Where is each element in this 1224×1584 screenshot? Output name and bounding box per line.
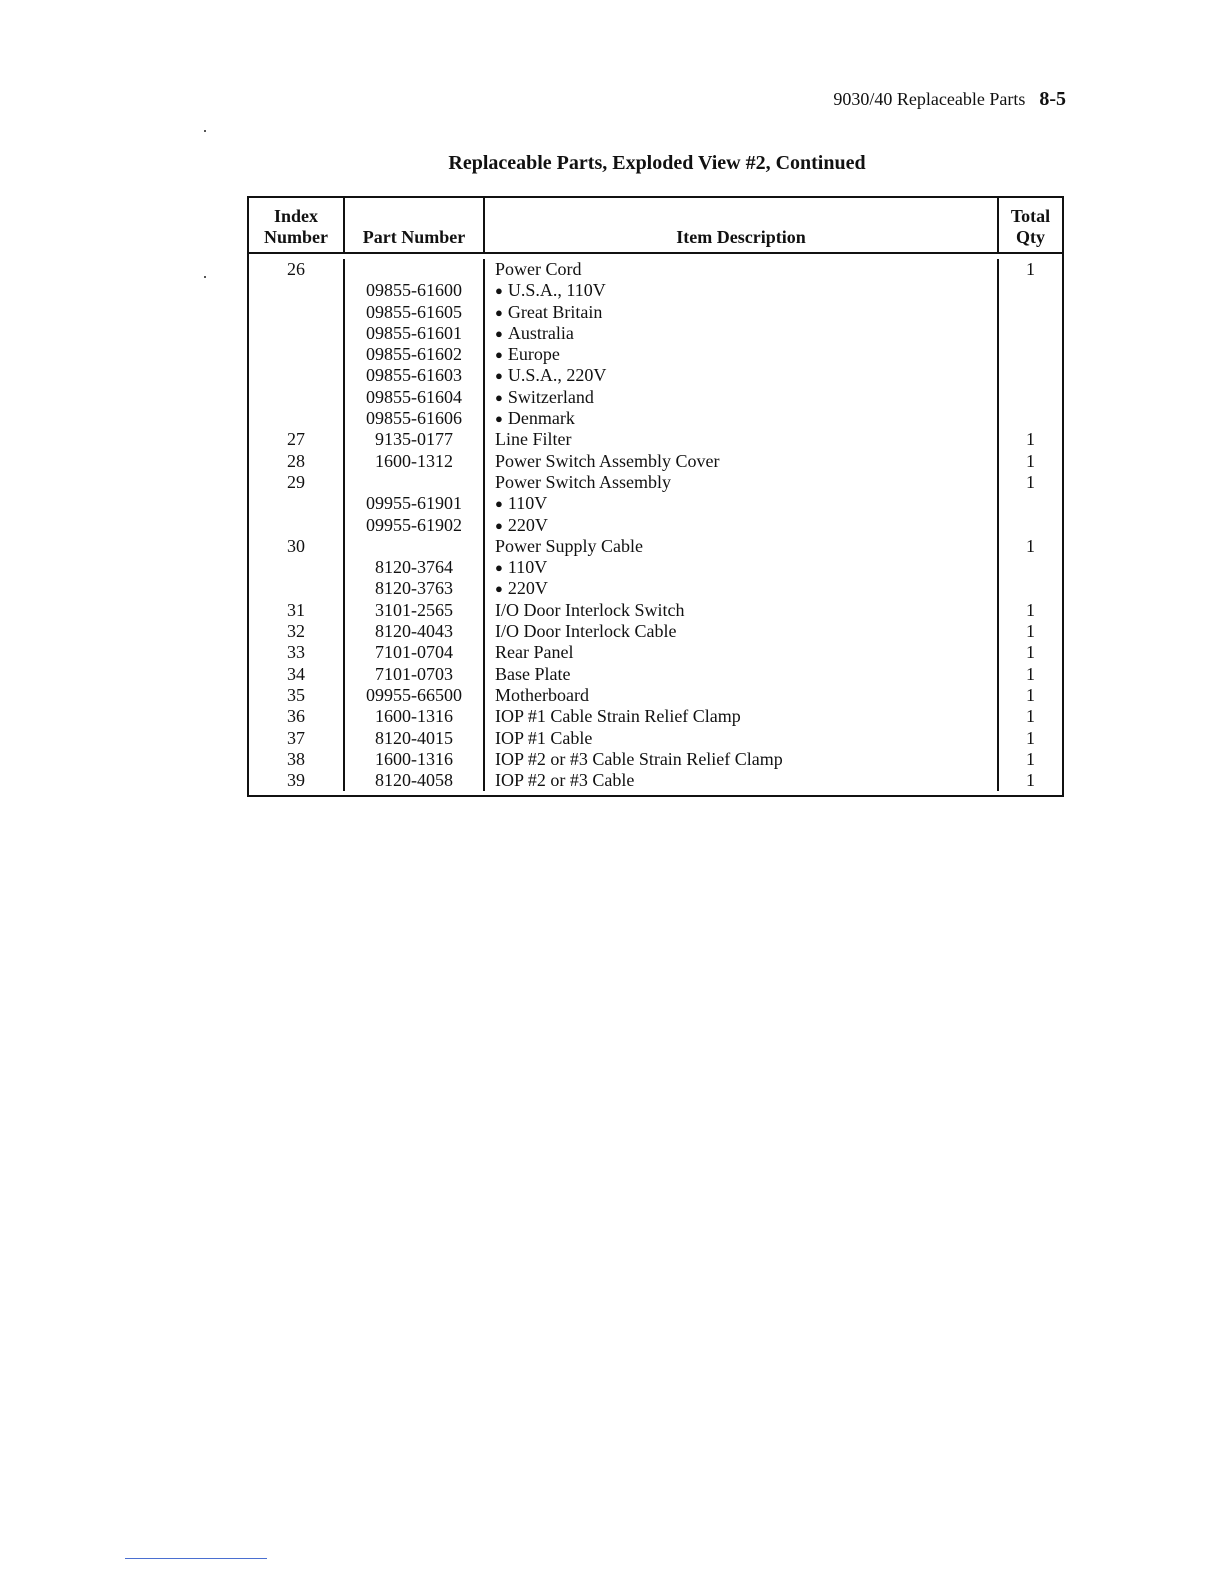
index-cell: 39 xyxy=(287,770,305,791)
description-cell xyxy=(485,365,997,386)
index-cell: 33 xyxy=(287,642,305,663)
part-number-cell: 09855-61603 xyxy=(366,365,462,386)
part-number-cell: 7101-0703 xyxy=(375,663,453,684)
qty-cell: 1 xyxy=(1026,684,1035,705)
index-cell xyxy=(249,344,343,365)
part-number-cell: 1600-1316 xyxy=(375,706,453,727)
qty-cell: 1 xyxy=(1026,535,1035,556)
index-cell: 37 xyxy=(287,727,305,748)
description-cell xyxy=(485,408,997,429)
index-cell xyxy=(249,323,343,344)
description-cell: IOP #1 Cable xyxy=(495,727,593,748)
qty-cell xyxy=(999,280,1062,301)
table-body xyxy=(249,254,1062,795)
part-number-cell: 9135-0177 xyxy=(375,429,453,450)
index-cell xyxy=(249,408,343,429)
bulleted-description: ● 110V xyxy=(495,493,547,513)
index-cell xyxy=(249,365,343,386)
qty-cell: 1 xyxy=(1026,621,1035,642)
bulleted-description: ● U.S.A., 220V xyxy=(495,365,606,385)
bulleted-description: ● Europe xyxy=(495,344,560,364)
scan-speck xyxy=(204,130,206,132)
part-number-cell: 09955-61902 xyxy=(366,514,462,535)
part-number-cell: 3101-2565 xyxy=(375,599,453,620)
part-number-cell: 8120-3763 xyxy=(375,578,453,599)
part-number-cell: 09955-66500 xyxy=(366,684,462,705)
description-cell xyxy=(485,387,997,408)
description-cell: Power Switch Assembly Cover xyxy=(495,450,720,471)
index-cell: 36 xyxy=(287,706,305,727)
qty-cell: 1 xyxy=(1026,706,1035,727)
qty-cell: 1 xyxy=(1026,429,1035,450)
description-cell: IOP #1 Cable Strain Relief Clamp xyxy=(495,706,741,727)
index-cell: 35 xyxy=(287,684,305,705)
description-cell: Motherboard xyxy=(495,684,589,705)
index-cell: 32 xyxy=(287,621,305,642)
part-number-cell: 8120-4043 xyxy=(375,621,453,642)
part-number-cell: 1600-1316 xyxy=(375,748,453,769)
bulleted-description: ● 220V xyxy=(495,515,548,535)
qty-cell xyxy=(999,578,1062,599)
qty-cell: 1 xyxy=(1026,770,1035,791)
column-header-part: Part Number xyxy=(345,198,485,252)
index-cell: 34 xyxy=(287,663,305,684)
column-header-index xyxy=(249,198,345,252)
page-number: 8-5 xyxy=(1039,88,1066,110)
qty-cell xyxy=(999,557,1062,578)
index-cell xyxy=(249,493,343,514)
qty-cell: 1 xyxy=(1026,259,1035,279)
footer-rule xyxy=(125,1558,267,1559)
index-cell xyxy=(249,578,343,599)
part-number-cell: 09855-61602 xyxy=(366,344,462,365)
qty-column xyxy=(999,259,1062,791)
index-cell: 28 xyxy=(287,450,305,471)
description-cell xyxy=(485,302,997,323)
part-number-cell xyxy=(345,536,483,557)
qty-cell xyxy=(999,387,1062,408)
scan-speck xyxy=(204,276,206,278)
index-cell: 29 xyxy=(287,471,305,492)
column-header-qty xyxy=(999,198,1062,252)
part-number-cell: 09855-61600 xyxy=(366,280,462,301)
qty-cell xyxy=(999,302,1062,323)
qty-cell: 1 xyxy=(1026,727,1035,748)
description-cell: Rear Panel xyxy=(495,642,574,663)
part-number-cell: 8120-4015 xyxy=(375,727,453,748)
index-cell: 38 xyxy=(287,748,305,769)
index-cell: 31 xyxy=(287,599,305,620)
description-cell xyxy=(485,344,997,365)
qty-cell: 1 xyxy=(1026,450,1035,471)
parts-table xyxy=(247,196,1064,797)
index-cell: 26 xyxy=(287,259,305,279)
bulleted-description: ● Switzerland xyxy=(495,387,594,407)
part-number-cell: 8120-4058 xyxy=(375,770,453,791)
description-cell: I/O Door Interlock Switch xyxy=(495,599,685,620)
bulleted-description: ● 110V xyxy=(495,557,547,577)
description-cell: Power Supply Cable xyxy=(495,535,643,556)
column-header-qty-line1: Total xyxy=(1010,206,1051,226)
index-cell xyxy=(249,302,343,323)
index-column xyxy=(249,259,345,791)
part-number-cell: 09855-61605 xyxy=(366,301,462,322)
description-column xyxy=(485,259,999,791)
column-header-qty-line2: Qty xyxy=(1015,227,1045,247)
part-number-cell: 09855-61601 xyxy=(366,322,462,343)
part-number-column xyxy=(345,259,485,791)
qty-cell: 1 xyxy=(1026,642,1035,663)
description-cell xyxy=(485,557,997,578)
qty-cell: 1 xyxy=(1026,599,1035,620)
qty-cell: 1 xyxy=(1026,748,1035,769)
index-cell xyxy=(249,515,343,536)
index-cell xyxy=(249,557,343,578)
description-cell xyxy=(485,323,997,344)
bulleted-description: ● Great Britain xyxy=(495,302,602,322)
description-cell: IOP #2 or #3 Cable xyxy=(495,770,635,791)
column-header-index-line1: Index xyxy=(273,206,318,226)
description-cell xyxy=(485,493,997,514)
bulleted-description: ● 220V xyxy=(495,578,548,598)
running-title: 9030/40 Replaceable Parts xyxy=(833,89,1026,109)
index-cell: 30 xyxy=(287,535,305,556)
qty-cell: 1 xyxy=(1026,471,1035,492)
table-header-row xyxy=(249,198,1062,254)
part-number-cell: 8120-3764 xyxy=(375,557,453,578)
qty-cell xyxy=(999,408,1062,429)
description-cell: I/O Door Interlock Cable xyxy=(495,621,677,642)
index-cell xyxy=(249,280,343,301)
index-cell: 27 xyxy=(287,429,305,450)
qty-cell xyxy=(999,365,1062,386)
description-cell: IOP #2 or #3 Cable Strain Relief Clamp xyxy=(495,748,783,769)
part-number-cell: 09855-61606 xyxy=(366,408,462,429)
description-cell xyxy=(485,515,997,536)
qty-cell xyxy=(999,493,1062,514)
part-number-cell: 7101-0704 xyxy=(375,642,453,663)
index-cell xyxy=(249,387,343,408)
part-number-cell xyxy=(345,259,483,280)
part-number-cell: 09855-61604 xyxy=(366,386,462,407)
running-header xyxy=(833,88,1066,111)
description-cell xyxy=(485,280,997,301)
bulleted-description: ● Australia xyxy=(495,323,574,343)
column-header-index-line2: Number xyxy=(264,227,328,247)
qty-cell: 1 xyxy=(1026,663,1035,684)
qty-cell xyxy=(999,344,1062,365)
description-cell: Line Filter xyxy=(495,429,572,450)
bulleted-description: ● U.S.A., 110V xyxy=(495,280,606,300)
part-number-cell: 1600-1312 xyxy=(375,450,453,471)
description-cell xyxy=(485,578,997,599)
description-cell: Power Cord xyxy=(495,259,582,279)
bulleted-description: ● Denmark xyxy=(495,408,575,428)
column-header-description: Item Description xyxy=(485,198,999,252)
table-title: Replaceable Parts, Exploded View #2, Continued xyxy=(448,152,866,174)
description-cell: Base Plate xyxy=(495,663,571,684)
qty-cell xyxy=(999,515,1062,536)
qty-cell xyxy=(999,323,1062,344)
part-number-cell xyxy=(345,472,483,493)
part-number-cell: 09955-61901 xyxy=(366,493,462,514)
description-cell: Power Switch Assembly xyxy=(495,471,672,492)
